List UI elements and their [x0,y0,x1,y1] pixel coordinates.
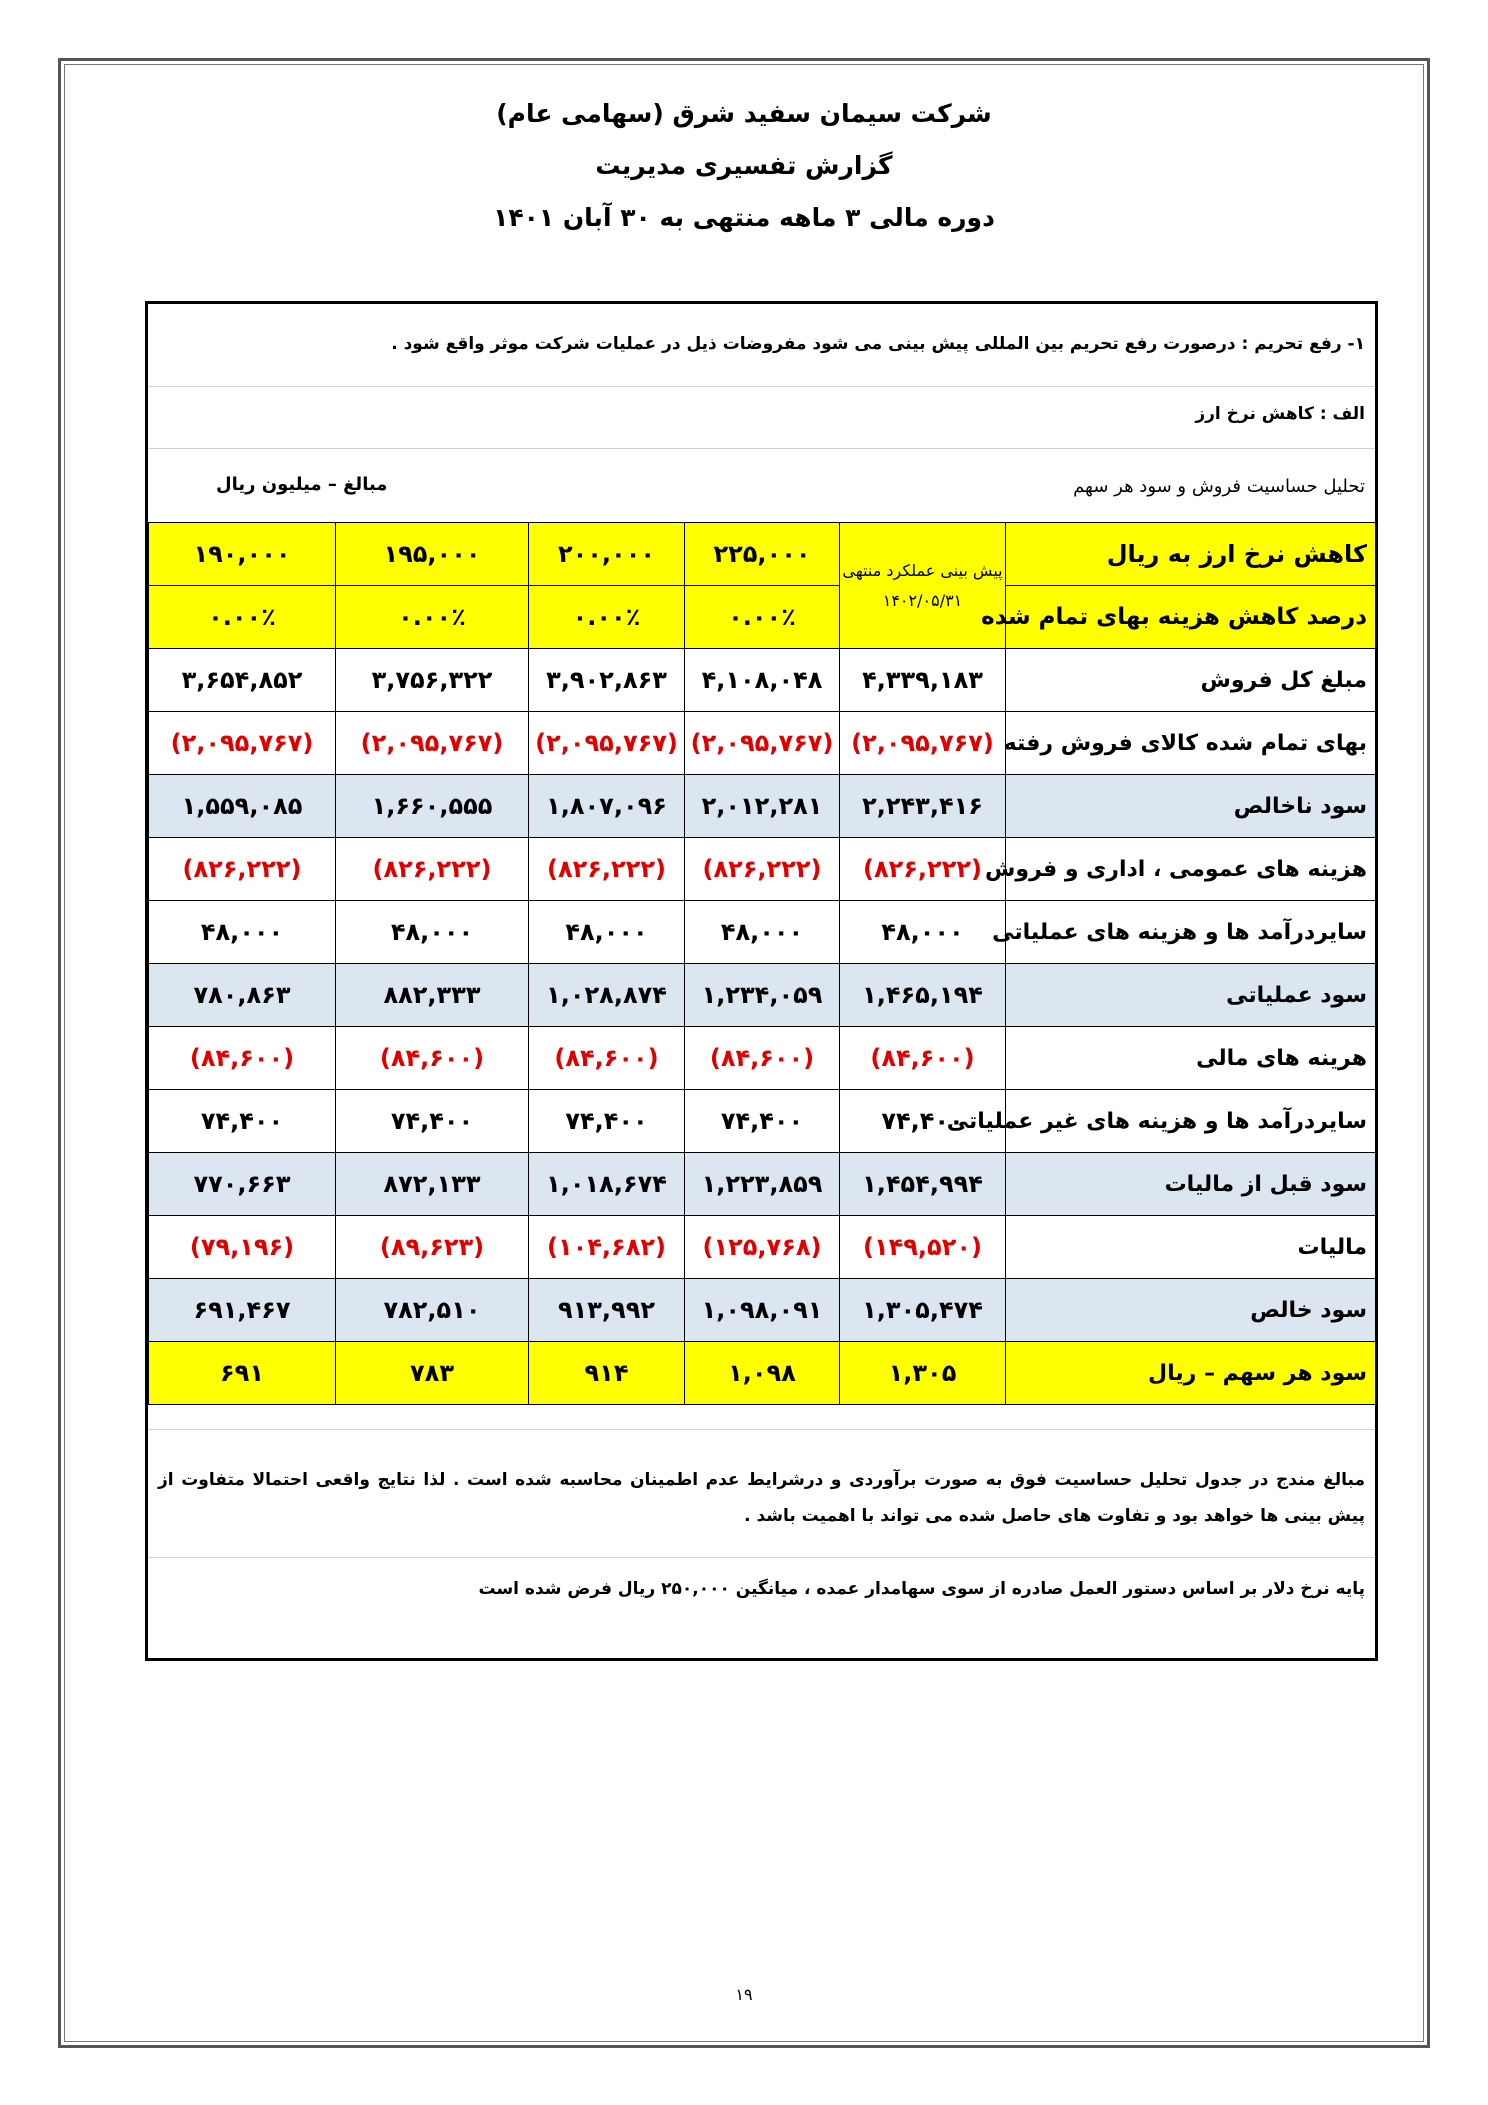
value-cell: ۳,۷۵۶,۳۲۲ [336,649,529,712]
value-cell: ۷۴,۴۰۰ [149,1090,336,1153]
value-cell: ۹۱۳,۹۹۲ [529,1279,685,1342]
value-cell: (۸۲۶,۲۲۲) [840,838,1006,901]
value-cell: (۲,۰۹۵,۷۶۷) [840,712,1006,775]
row-label: هزینه های عمومی ، اداری و فروش [1006,838,1376,901]
value-cell: ۸۷۲,۱۳۳ [336,1153,529,1216]
value-cell: ۱,۰۹۸,۰۹۱ [685,1279,840,1342]
value-cell: (۲,۰۹۵,۷۶۷) [149,712,336,775]
value-cell: ۴,۳۳۹,۱۸۳ [840,649,1006,712]
table-row [149,1153,1376,1216]
value-cell: ۷۴,۴۰۰ [685,1090,840,1153]
row-label: سود قبل از مالیات [1006,1153,1376,1216]
value-cell: (۷۹,۱۹۶) [149,1216,336,1279]
company-name: شرکت سیمان سفید شرق (سهامی عام) [496,99,992,128]
note-sanctions: ۱- رفع تحریم : درصورت رفع تحریم بین المللی پیش بینی می شود مفروضات ذیل در عملیات شرکت موثر واقع شود . [391,334,1365,354]
rate-cell: ۱۹۰,۰۰۰ [149,523,336,586]
value-cell: (۸۴,۶۰۰) [336,1027,529,1090]
value-cell: ۲,۰۱۲,۲۸۱ [685,775,840,838]
grid-line [148,386,1375,387]
value-cell: ۱,۸۰۷,۰۹۶ [529,775,685,838]
value-cell: ۲,۲۴۳,۴۱۶ [840,775,1006,838]
row-label: سود هر سهم – ریال [1006,1342,1376,1405]
spreadsheet-panel [145,301,1378,1661]
grid-line [148,1429,1375,1430]
value-cell: (۲,۰۹۵,۷۶۷) [685,712,840,775]
table-row [149,1216,1376,1279]
value-cell: ۴۸,۰۰۰ [336,901,529,964]
table-row [149,901,1376,964]
note-sensitivity-analysis: تحلیل حساسیت فروش و سود هر سهم [1073,476,1365,497]
value-cell: ۹۱۴ [529,1342,685,1405]
value-cell: (۸۲۶,۲۲۲) [336,838,529,901]
page-number: ۱۹ [735,1985,753,2004]
row-label: بهای تمام شده کالای فروش رفته [1006,712,1376,775]
value-cell: ۷۴,۴۰۰ [529,1090,685,1153]
table-row [149,775,1376,838]
unit-label: مبالغ – میلیون ریال [216,474,388,495]
value-cell: (۸۲۶,۲۲۲) [149,838,336,901]
value-cell: ۷۸۰,۸۶۳ [149,964,336,1027]
footer-dollar-basis: پایه نرخ دلار بر اساس دستور العمل صادره از سوی سهامدار عمده ، میانگین ۲۵۰,۰۰۰ ریال فرض شده است [478,1579,1365,1599]
value-cell: ۴۸,۰۰۰ [840,901,1006,964]
value-cell: ۴,۱۰۸,۰۴۸ [685,649,840,712]
value-cell: ۱,۴۶۵,۱۹۴ [840,964,1006,1027]
value-cell: ۱,۳۰۵ [840,1342,1006,1405]
row-label: سود عملیاتی [1006,964,1376,1027]
value-cell: (۸۴,۶۰۰) [685,1027,840,1090]
value-cell: ۶۹۱,۴۶۷ [149,1279,336,1342]
value-cell: ۱,۲۲۳,۸۵۹ [685,1153,840,1216]
row-label: سایردرآمد ها و هزینه های عملیاتی [1006,901,1376,964]
value-cell: ۸۸۲,۳۳۳ [336,964,529,1027]
value-cell: ۳,۹۰۲,۸۶۳ [529,649,685,712]
value-cell: ۱,۰۹۸ [685,1342,840,1405]
value-cell: ۷۴,۴۰۰ [336,1090,529,1153]
forecast-header: پیش بینی عملکرد منتهی ۱۴۰۲/۰۵/۳۱ [840,523,1006,649]
pct-cell: ۰.۰۰٪ [336,586,529,649]
table-row [149,712,1376,775]
value-cell: ۷۴,۴۰۰ [840,1090,1006,1153]
value-cell: ۱,۳۰۵,۴۷۴ [840,1279,1006,1342]
value-cell: ۷۷۰,۶۶۳ [149,1153,336,1216]
header-label-rate: کاهش نرخ ارز به ریال [1006,523,1376,586]
value-cell: (۸۴,۶۰۰) [149,1027,336,1090]
value-cell: (۸۲۶,۲۲۲) [685,838,840,901]
table-row [149,1027,1376,1090]
grid-line [148,1557,1375,1558]
table-row [149,586,1376,649]
value-cell: (۱۲۵,۷۶۸) [685,1216,840,1279]
table-row [149,1342,1376,1405]
value-cell: ۴۸,۰۰۰ [529,901,685,964]
value-cell: (۱۴۹,۵۲۰) [840,1216,1006,1279]
pct-cell: ۰.۰۰٪ [685,586,840,649]
note-currency-drop: الف : کاهش نرخ ارز [1195,404,1365,424]
value-cell: (۸۴,۶۰۰) [840,1027,1006,1090]
sensitivity-table [148,522,1376,1405]
report-period: دوره مالی ۳ ماهه منتهی به ۳۰ آبان ۱۴۰۱ [493,203,995,232]
table-row [149,1090,1376,1153]
row-label: سود خالص [1006,1279,1376,1342]
table-row [149,649,1376,712]
rate-cell: ۲۲۵,۰۰۰ [685,523,840,586]
report-header [100,88,1388,244]
value-cell: ۳,۶۵۴,۸۵۲ [149,649,336,712]
table-row [149,964,1376,1027]
table-row [149,1279,1376,1342]
value-cell: ۱,۲۳۴,۰۵۹ [685,964,840,1027]
value-cell: ۱,۵۵۹,۰۸۵ [149,775,336,838]
value-cell: ۴۸,۰۰۰ [685,901,840,964]
value-cell: (۸۴,۶۰۰) [529,1027,685,1090]
value-cell: ۱,۰۲۸,۸۷۴ [529,964,685,1027]
row-label: سایردرآمد ها و هزینه های غیر عملیاتی [1006,1090,1376,1153]
value-cell: ۶۹۱ [149,1342,336,1405]
value-cell: (۲,۰۹۵,۷۶۷) [336,712,529,775]
pct-cell: ۰.۰۰٪ [529,586,685,649]
value-cell: (۲,۰۹۵,۷۶۷) [529,712,685,775]
rate-cell: ۲۰۰,۰۰۰ [529,523,685,586]
value-cell: (۱۰۴,۶۸۲) [529,1216,685,1279]
table-row [149,838,1376,901]
table-row [149,523,1376,586]
row-label: مبلغ کل فروش [1006,649,1376,712]
rate-cell: ۱۹۵,۰۰۰ [336,523,529,586]
row-label: هرینه های مالی [1006,1027,1376,1090]
value-cell: ۷۸۳ [336,1342,529,1405]
value-cell: (۸۹,۶۲۳) [336,1216,529,1279]
footer-disclaimer: مبالغ مندج در جدول تحلیل حساسیت فوق به صورت برآوردی و درشرایط عدم اطمینان محاسبه شده است . لذا نتایج واقعی احتمالا متفاوت از پیش بینی ها خواهد بود و تفاوت های حاصل شده می تواند با اهمیت باشد . [158,1470,1365,1526]
pct-cell: ۰.۰۰٪ [149,586,336,649]
row-label: سود ناخالص [1006,775,1376,838]
value-cell: ۴۸,۰۰۰ [149,901,336,964]
value-cell: ۱,۶۶۰,۵۵۵ [336,775,529,838]
value-cell: ۷۸۲,۵۱۰ [336,1279,529,1342]
row-label: مالیات [1006,1216,1376,1279]
grid-line [148,448,1375,449]
report-title: گزارش تفسیری مدیریت [595,151,893,180]
value-cell: ۱,۴۵۴,۹۹۴ [840,1153,1006,1216]
value-cell: (۸۲۶,۲۲۲) [529,838,685,901]
value-cell: ۱,۰۱۸,۶۷۴ [529,1153,685,1216]
header-label-pct: درصد کاهش هزینه بهای تمام شده [1006,586,1376,649]
